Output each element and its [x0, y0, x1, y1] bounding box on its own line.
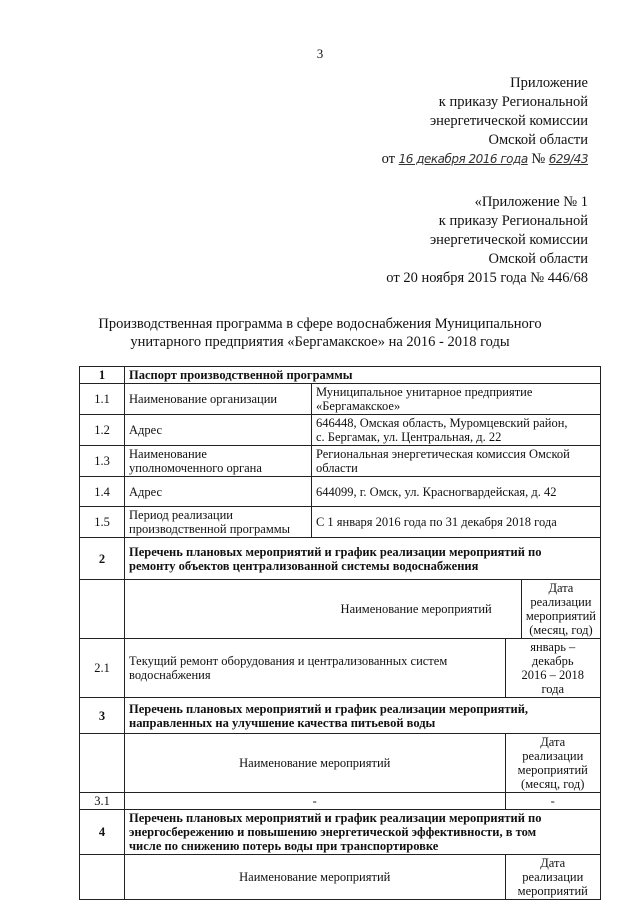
- header-inner: [125, 855, 600, 899]
- header-inner: [311, 580, 600, 638]
- label-line: Наименование: [129, 447, 207, 461]
- section-row: [80, 538, 601, 580]
- date-line: (месяц, год): [529, 623, 593, 637]
- date-line: Дата реализации: [522, 735, 584, 763]
- table-row: [80, 477, 601, 507]
- event-date: [505, 639, 600, 697]
- title-line: энергосбережению и повышению энергетической эффективности, в том: [129, 825, 537, 839]
- date-line: январь – декабрь: [530, 640, 576, 668]
- appendix-1-header: [386, 193, 588, 288]
- appendix1-line: «Приложение № 1: [474, 194, 588, 210]
- row-number: 1.4: [80, 477, 125, 507]
- value-line: Муниципальное унитарное предприятие: [315, 385, 533, 399]
- section-row: [80, 698, 601, 734]
- appendix-line: к приказу Региональной: [438, 94, 588, 110]
- empty-cell: [80, 734, 125, 793]
- row-combo: [125, 639, 601, 698]
- row-inner-row: [125, 639, 600, 697]
- appendix1-line: энергетической комиссии: [429, 232, 588, 248]
- column-date: [505, 855, 600, 899]
- header-inner-row: [311, 580, 600, 638]
- title-line: унитарного предприятия «Бергамакское» на 2016 - 2018 годы: [130, 334, 510, 350]
- appendix1-line: Омской области: [488, 251, 588, 267]
- value-line: области: [315, 461, 358, 475]
- document-title: [60, 315, 580, 351]
- row-inner: [125, 639, 600, 697]
- row-value: 644099, г. Омск, ул. Красногвардейская, д. 42: [311, 477, 600, 507]
- row-value: [311, 446, 600, 477]
- event-date: -: [550, 794, 555, 808]
- row-label: [125, 507, 312, 538]
- title-line: направленных на улучшение качества питьевой воды: [129, 715, 436, 730]
- title-line: ремонту объектов централизованной системы водоснабжения: [129, 558, 479, 573]
- column-header-row: [80, 580, 601, 639]
- row-inner-row: [125, 793, 600, 809]
- section-title: Паспорт производственной программы: [125, 367, 601, 384]
- appendix-line: Приложение: [510, 75, 588, 91]
- row-label: [125, 446, 312, 477]
- order-reference: [382, 150, 588, 169]
- column-date: [505, 734, 600, 792]
- column-name: Наименование мероприятий: [125, 734, 505, 792]
- date-line: 2016 – 2018 года: [521, 668, 584, 696]
- ref-prefix: от: [381, 151, 395, 167]
- table-row: [80, 415, 601, 446]
- table-row: [80, 446, 601, 477]
- label-line: уполномоченного органа: [129, 461, 262, 475]
- header-inner-row: [125, 855, 600, 899]
- column-name: Наименование мероприятий: [125, 855, 505, 899]
- date-line: Дата реализации: [530, 581, 592, 609]
- row-number: 1.1: [80, 384, 125, 415]
- program-table: [79, 366, 601, 900]
- section-row: [80, 367, 601, 384]
- appendix-line: Омской области: [488, 132, 588, 148]
- empty-cell: [80, 855, 125, 900]
- event-name: [125, 639, 505, 697]
- value-line: 646448, Омская область, Муромцевский район,: [315, 416, 568, 430]
- handwritten-number: 629/43: [548, 152, 588, 166]
- row-inner: [125, 793, 600, 809]
- empty-cell: [80, 580, 125, 639]
- date-line: мероприятий: [517, 884, 588, 898]
- appendix1-line: от 20 ноября 2015 года № 446/68: [386, 270, 588, 286]
- appendix1-line: к приказу Региональной: [438, 213, 588, 229]
- event-name: -: [125, 793, 505, 809]
- table-row: [80, 384, 601, 415]
- section-title: [125, 810, 601, 855]
- title-line: числе по снижению потерь воды при транспортировке: [129, 839, 439, 853]
- name-line: водоснабжения: [129, 668, 211, 682]
- row-value: С 1 января 2016 года по 31 декабря 2018 года: [311, 507, 600, 538]
- header-combo: [125, 855, 601, 900]
- handwritten-date: 16 декабря 2016 года: [398, 152, 528, 166]
- value-line: «Бергамакское»: [315, 399, 401, 413]
- header-combo: [125, 734, 601, 793]
- title-line: Производственная программа в сфере водоснабжения Муниципального: [98, 316, 542, 332]
- label-line: производственной программы: [129, 522, 291, 536]
- section-number: 3: [80, 698, 125, 734]
- name-line: Текущий ремонт оборудования и централизованных систем: [129, 654, 448, 668]
- section-row: [80, 810, 601, 855]
- row-number: 3.1: [80, 793, 125, 810]
- row-label: Наименование организации: [125, 384, 312, 415]
- row-value: [311, 384, 600, 415]
- row-combo: [125, 793, 601, 810]
- row-number: 1.3: [80, 446, 125, 477]
- date-line: мероприятий: [525, 609, 596, 623]
- table-row: [80, 793, 601, 810]
- row-number: 2.1: [80, 639, 125, 698]
- label-line: Период реализации: [129, 508, 233, 522]
- date-line: мероприятий: [517, 763, 588, 777]
- section-number: 2: [80, 538, 125, 580]
- column-header-row: [80, 855, 601, 900]
- column-header-row: [80, 734, 601, 793]
- section-number: 4: [80, 810, 125, 855]
- section-title: [125, 698, 601, 734]
- column-name: Наименование мероприятий: [311, 580, 521, 638]
- value-line: Региональная энергетическая комиссия Омской: [315, 447, 570, 461]
- table-row: [80, 507, 601, 538]
- date-line: (месяц, год): [521, 777, 585, 791]
- header-name: [125, 580, 312, 639]
- row-label: Адрес: [125, 477, 312, 507]
- row-number: 1.5: [80, 507, 125, 538]
- value-line: с. Бергамак, ул. Центральная, д. 22: [315, 430, 502, 444]
- ref-no-label: №: [531, 151, 546, 167]
- column-date: [521, 580, 600, 638]
- header-combo: [311, 580, 600, 639]
- table-row: [80, 639, 601, 698]
- row-value: [311, 415, 600, 446]
- section-number: 1: [80, 367, 125, 384]
- page-number: 3: [316, 46, 324, 61]
- title-line: Перечень плановых мероприятий и график реализации мероприятий по: [129, 544, 542, 559]
- title-line: Перечень плановых мероприятий и график реализации мероприятий,: [129, 701, 529, 716]
- header-inner-row: [125, 734, 600, 792]
- title-line: Перечень плановых мероприятий и график реализации мероприятий по: [129, 811, 542, 825]
- section-title: [125, 538, 601, 580]
- appendix-line: энергетической комиссии: [429, 113, 588, 129]
- header-inner: [125, 734, 600, 792]
- row-label: Адрес: [125, 415, 312, 446]
- date-line: Дата реализации: [522, 856, 584, 884]
- row-number: 1.2: [80, 415, 125, 446]
- appendix-header: [382, 74, 588, 169]
